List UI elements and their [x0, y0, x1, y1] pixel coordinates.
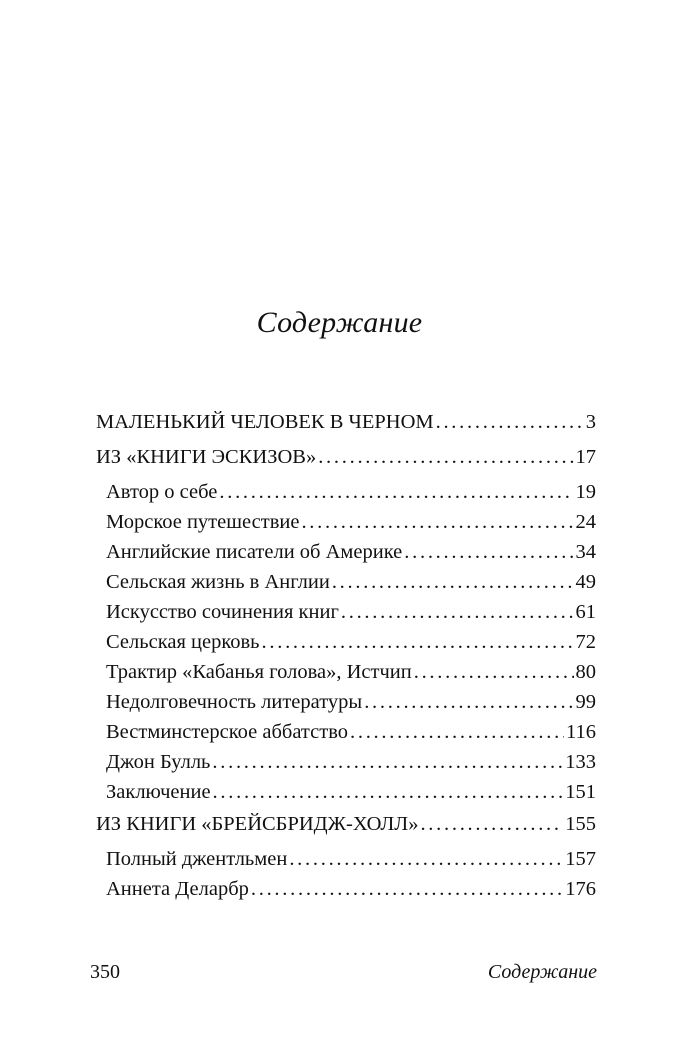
- toc-entry-title: Английские писатели об Америке: [106, 541, 403, 563]
- toc-entry-title: Заключение: [106, 781, 211, 803]
- toc-entry-page: 157: [565, 848, 596, 870]
- toc-entry: [96, 718, 596, 748]
- toc-dot-leader: [332, 568, 574, 597]
- toc-entry: [96, 845, 596, 875]
- toc-entry: [96, 778, 596, 808]
- toc-dot-leader: [251, 875, 563, 904]
- toc-entry-title: ИЗ КНИГИ «БРЕЙСБРИДЖ-ХОЛЛ»: [96, 813, 419, 835]
- toc-entry-page: 34: [575, 541, 596, 563]
- toc-entry-page: 99: [575, 691, 596, 713]
- toc-dot-leader: [341, 598, 574, 627]
- toc-entry: [96, 598, 596, 628]
- toc-entry-page: 24: [575, 511, 596, 533]
- toc-entry: [96, 810, 596, 840]
- toc-entry: [96, 658, 596, 688]
- toc-entry-page: 72: [575, 631, 596, 653]
- toc-dot-leader: [414, 658, 574, 687]
- toc-entry-title: Полный джентльмен: [106, 848, 288, 870]
- toc-entry-page: 116: [566, 721, 596, 743]
- toc-entry: [96, 478, 596, 508]
- toc-entry-title: ИЗ «КНИГИ ЭСКИЗОВ»: [96, 446, 317, 468]
- toc-dot-leader: [301, 508, 573, 537]
- toc-entry: [96, 628, 596, 658]
- toc-dot-leader: [350, 718, 564, 747]
- toc-dot-leader: [213, 778, 564, 807]
- toc-entry-title: Автор о себе: [106, 481, 218, 503]
- toc-dot-leader: [289, 845, 563, 874]
- toc-entry: [96, 748, 596, 778]
- toc-entry: [96, 508, 596, 538]
- toc-dot-leader: [219, 478, 573, 507]
- toc-entry-page: 49: [575, 571, 596, 593]
- toc-dot-leader: [436, 408, 584, 437]
- toc-dot-leader: [318, 443, 573, 472]
- toc-dot-leader: [212, 748, 563, 777]
- toc-entry: [96, 408, 596, 438]
- toc-entry-title: Аннета Деларбр: [106, 878, 249, 900]
- toc-entry-title: МАЛЕНЬКИЙ ЧЕЛОВЕК В ЧЕРНОМ: [96, 411, 434, 433]
- toc-entry-title: Искусство сочинения книг: [106, 601, 339, 623]
- table-of-contents: [96, 406, 596, 905]
- toc-entry-page: 155: [565, 813, 596, 835]
- toc-entry-title: Сельская церковь: [106, 631, 260, 653]
- toc-entry: [96, 568, 596, 598]
- toc-entry: [96, 443, 596, 473]
- toc-entry-page: 17: [575, 446, 596, 468]
- toc-entry-page: 133: [565, 751, 596, 773]
- toc-entry-title: Вестминстерское аббатство: [106, 721, 348, 743]
- toc-entry-page: 19: [575, 481, 596, 503]
- toc-entry-page: 176: [565, 878, 596, 900]
- toc-entry: [96, 538, 596, 568]
- toc-dot-leader: [364, 688, 573, 717]
- toc-entry-page: 80: [575, 661, 596, 683]
- toc-entry-title: Недолговечность литературы: [106, 691, 363, 713]
- page-title: Содержание: [256, 306, 423, 339]
- toc-entry: [96, 688, 596, 718]
- toc-dot-leader: [420, 810, 563, 839]
- toc-entry-title: Джон Булль: [106, 751, 211, 773]
- footer-page-number: 350: [90, 961, 120, 983]
- toc-entry-page: 3: [585, 411, 596, 433]
- toc-entry: [96, 875, 596, 905]
- toc-entry-page: 61: [575, 601, 596, 623]
- toc-entry-page: 151: [565, 781, 596, 803]
- toc-entry-title: Морское путешествие: [106, 511, 300, 533]
- toc-entry-title: Сельская жизнь в Англии: [106, 571, 330, 593]
- footer-running-head: Содержание: [487, 961, 597, 983]
- toc-dot-leader: [404, 538, 573, 567]
- toc-entry-title: Трактир «Кабанья голова», Истчип: [106, 661, 412, 683]
- toc-dot-leader: [262, 628, 574, 657]
